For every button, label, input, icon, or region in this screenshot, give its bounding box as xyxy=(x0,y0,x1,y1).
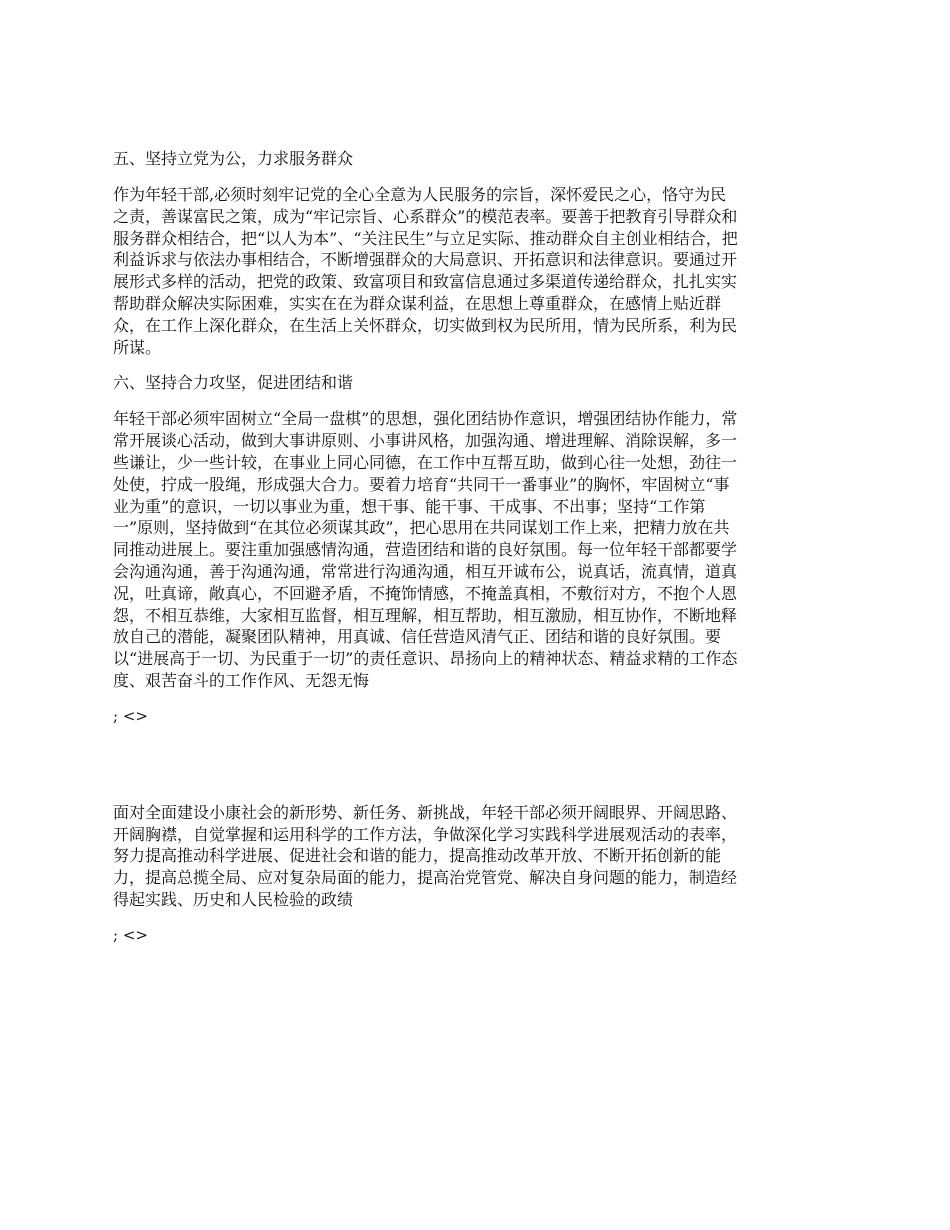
text-line: 得起实践、历史和人民检验的政绩 xyxy=(113,889,354,909)
text-line: 些谦让，少一些计较，在事业上同心同德，在工作中互帮互助，做到心往一处想，劲往一 xyxy=(113,452,738,472)
text-line: 以“进展高于一切、为民重于一切”的责任意识、昂扬向上的精神状态、精益求精的工作态 xyxy=(113,649,738,669)
text-line: 同推动进展上。要注重加强感情沟通，营造团结和谐的良好氛围。每一位年轻干部都要学 xyxy=(113,540,738,560)
document-page xyxy=(113,148,840,959)
section-heading-5: 五、坚持立党为公，力求服务群众 xyxy=(113,149,354,168)
text-line: 服务群众相结合，把“以人为本”、“关注民生”与立足实际、推动群众自主创业相结合，把 xyxy=(113,228,738,248)
text-line: 帮助群众解决实际困难，实实在在为群众谋利益，在思想上尊重群众，在感情上贴近群 xyxy=(113,293,722,313)
blank-gap xyxy=(113,740,840,802)
text-line: 面对全面建设小康社会的新形势、新任务、新挑战，年轻干部必须开阔眼界、开阔思路、 xyxy=(113,802,738,822)
section-6-paragraph xyxy=(113,408,840,691)
text-line: 努力提高推动科学进展、促进社会和谐的能力，提高推动改革开放、不断开拓创新的能 xyxy=(113,846,722,866)
separator-marker: ; <> xyxy=(113,925,148,944)
text-line: 开阔胸襟，自觉掌握和运用科学的工作方法，争做深化学习实践科学进展观活动的表率， xyxy=(113,824,738,844)
closing-paragraph xyxy=(113,802,840,911)
section-5-paragraph xyxy=(113,184,840,358)
text-line: 展形式多样的活动，把党的政策、致富项目和致富信息通过多渠道传递给群众，扎扎实实 xyxy=(113,272,738,292)
section-heading-6: 六、坚持合力攻坚，促进团结和谐 xyxy=(113,373,354,393)
text-line: 利益诉求与依法办事相结合，不断增强群众的大局意识、开拓意识和法律意识。要通过开 xyxy=(113,250,738,270)
text-line: 业为重”的意识，一切以事业为重，想干事、能干事、干成事、不出事；坚持“工作第 xyxy=(113,496,706,516)
text-line: 度、艰苦奋斗的工作作风、无怨无悔 xyxy=(113,670,370,690)
separator-marker: ; <> xyxy=(113,706,148,725)
text-line: 放自己的潜能，凝聚团队精神，用真诚、信任营造风清气正、团结和谐的良好氛围。要 xyxy=(113,627,722,647)
text-line: 所谋。 xyxy=(113,337,162,357)
text-line: 怨，不相互恭维，大家相互监督，相互理解，相互帮助，相互激励，相互协作，不断地释 xyxy=(113,605,738,625)
text-line: 况，吐真谛，敞真心，不回避矛盾，不掩饰情感，不掩盖真相，不敷衍对方，不抱个人恩 xyxy=(113,583,738,603)
text-line: 力，提高总揽全局、应对复杂局面的能力，提高治党管党、解决自身问题的能力，制造经 xyxy=(113,868,738,888)
text-line: 年轻干部必须牢固树立“全局一盘棋”的思想，强化团结协作意识，增强团结协作能力，常 xyxy=(113,409,738,429)
text-line: 会沟通沟通，善于沟通沟通，常常进行沟通沟通，相互开诚布公，说真话，流真情，道真 xyxy=(113,561,738,581)
text-line: 一”原则，坚持做到“在其位必须谋其政”，把心思用在共同谋划工作上来，把精力放在共 xyxy=(113,518,730,538)
text-line: 之责，善谋富民之策，成为“牢记宗旨、心系群众”的模范表率。要善于把教育引导群众和 xyxy=(113,206,738,226)
text-line: 作为年轻干部,必须时刻牢记党的全心全意为人民服务的宗旨，深怀爱民之心，恪守为民 xyxy=(113,185,727,204)
text-line: 处使，拧成一股绳，形成强大合力。要着力培育“共同干一番事业”的胸怀，牢固树立“事 xyxy=(113,474,730,494)
text-line: 众，在工作上深化群众，在生活上关怀群众，切实做到权为民所用，情为民所系，利为民 xyxy=(113,315,738,335)
text-line: 常开展谈心活动，做到大事讲原则、小事讲风格，加强沟通、增进理解、消除误解，多一 xyxy=(113,431,738,451)
